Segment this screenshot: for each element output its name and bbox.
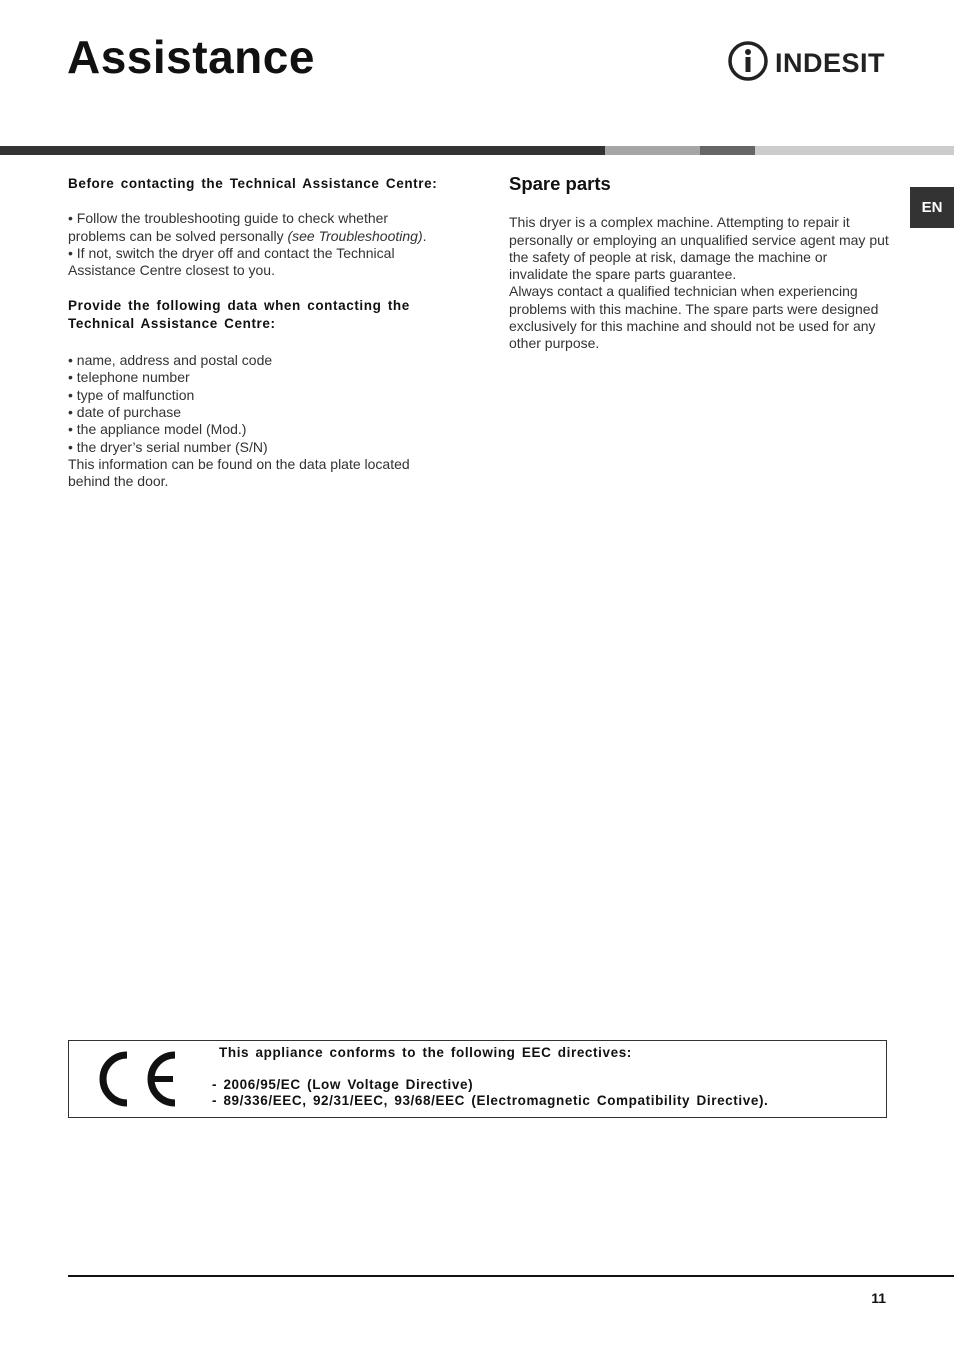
provide-data-heading: Provide the following data when contacting the Technical Assistance Centre: (68, 298, 410, 331)
data-plate-note: This information can be found on the data plate located behind the door. (68, 455, 410, 490)
list-item: • date of purchase (68, 403, 182, 420)
step1-end: . (422, 227, 427, 244)
list-item: • name, address and postal code (68, 352, 273, 369)
brand-name: INDESIT (775, 48, 886, 78)
list-item: • the appliance model (Mod.) (68, 421, 247, 438)
list-item: • telephone number (68, 369, 190, 386)
before-contacting-heading: Before contacting the Technical Assistance Centre: (68, 176, 438, 191)
footer-divider (68, 1275, 954, 1277)
right-column (509, 175, 889, 353)
list-item: • the dryer’s serial number (S/N) (68, 438, 268, 455)
step1-text: • Follow the troubleshooting guide to check whether problems can be solved personally (68, 210, 389, 244)
directive-low-voltage: - 2006/95/EC (Low Voltage Directive) (212, 1077, 474, 1092)
conformity-intro: This appliance conforms to the following EEC directives: (219, 1045, 632, 1060)
header-bar-mid (605, 146, 700, 155)
header-bar-accent (700, 146, 755, 155)
left-column (68, 175, 448, 490)
spare-parts-para2: Always contact a qualified technician when experiencing problems with this machine. The spare parts were designed exclusively for this machine and should not be used for any other purpose. (509, 283, 879, 352)
header-bar-light (755, 146, 954, 155)
step-contact-centre: • If not, switch the dryer off and contact the Technical Assistance Centre closest to you. (68, 244, 395, 279)
ce-mark-icon (99, 1049, 183, 1109)
required-data-list (68, 352, 448, 456)
conformity-box (68, 1040, 887, 1118)
spare-parts-para1: This dryer is a complex machine. Attempting to repair it personally or employing an unqualified service agent may put the safety of people at risk, damage the machine or invalidate the spare parts guarantee. (509, 214, 889, 283)
troubleshooting-reference: (see Troubleshooting) (287, 227, 423, 244)
brand-logo (727, 40, 887, 82)
page-title: Assistance (67, 31, 315, 83)
directive-emc: - 89/336/EEC, 92/31/EEC, 93/68/EEC (Electromagnetic Compatibility Directive). (212, 1093, 769, 1108)
page-number: 11 (871, 1290, 886, 1306)
conformity-text (212, 1045, 768, 1109)
list-item: • type of malfunction (68, 386, 195, 403)
indesit-i-icon (727, 40, 771, 82)
header-bar-dark (0, 146, 605, 155)
language-tab: EN (910, 187, 954, 228)
spare-parts-title: Spare parts (509, 173, 611, 194)
step-troubleshooting (68, 210, 448, 245)
